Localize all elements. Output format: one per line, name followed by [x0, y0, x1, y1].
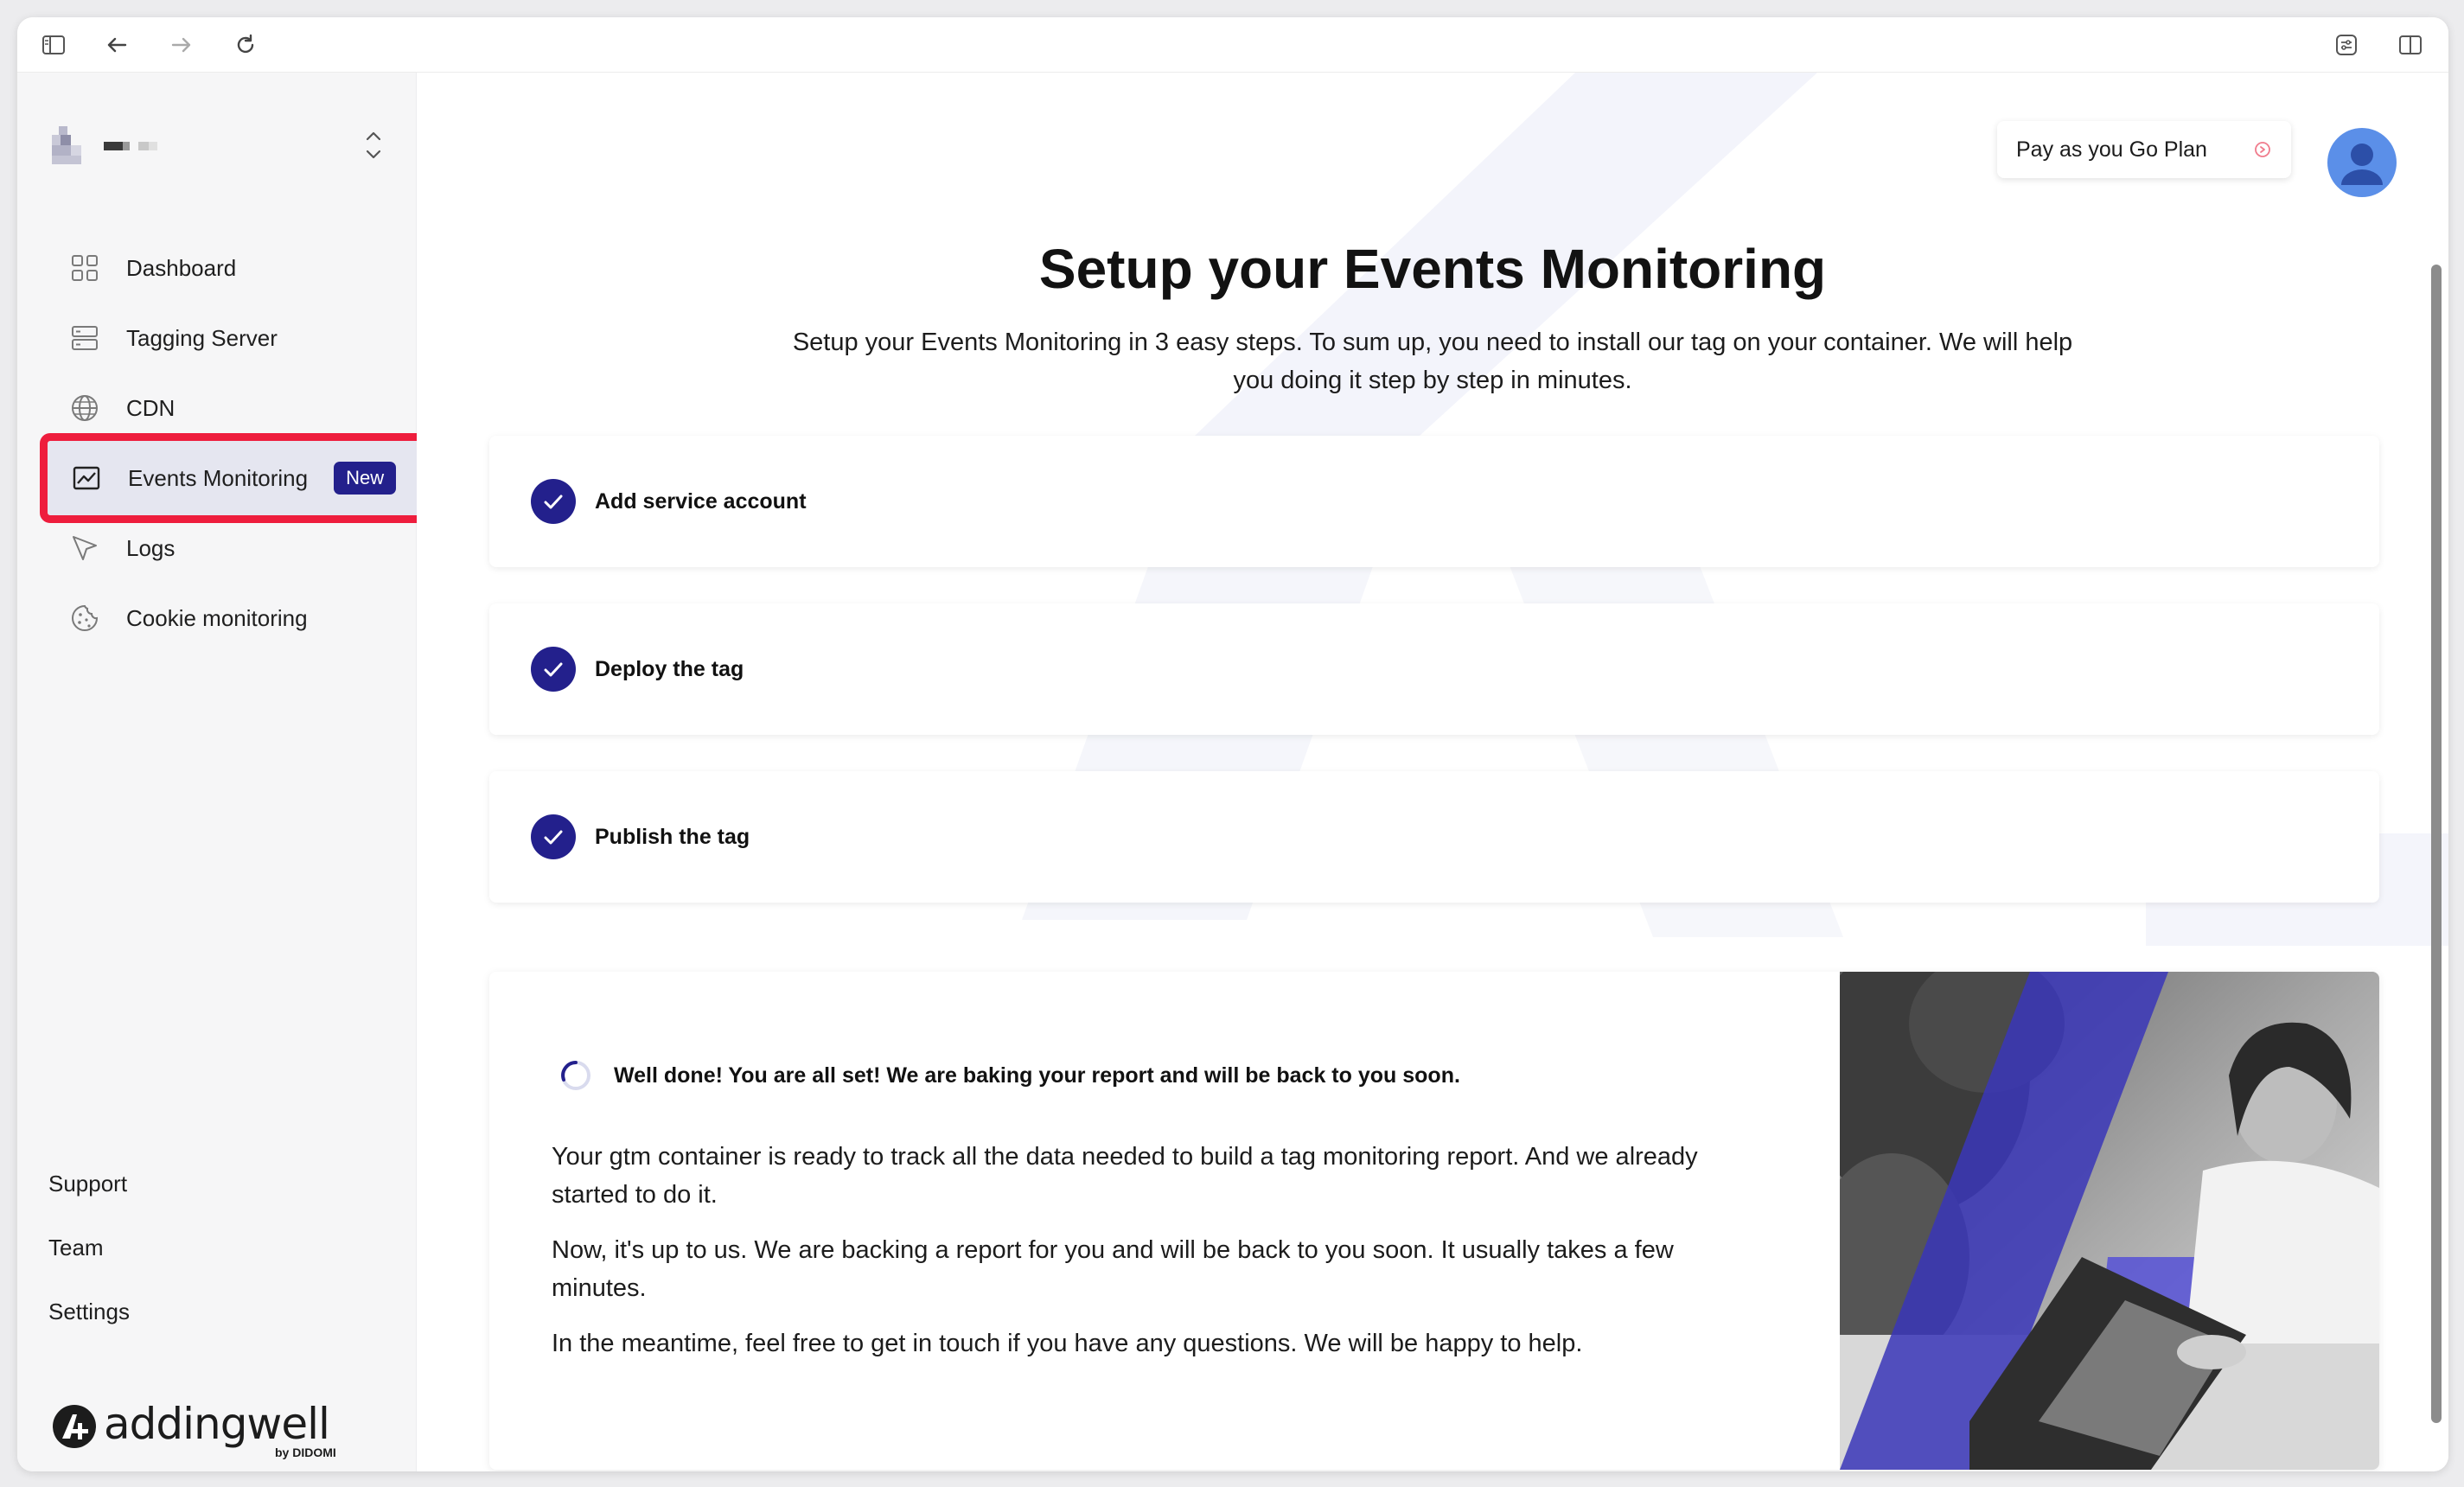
- sidebar-item-label: CDN: [126, 394, 176, 421]
- globe-icon: [69, 392, 100, 424]
- organization-logo-icon: [52, 126, 90, 164]
- reload-icon: [233, 32, 259, 58]
- page-scrollbar[interactable]: [2429, 242, 2443, 1435]
- sidebar-item-label: Tagging Server: [126, 324, 278, 351]
- page-title: Setup your Events Monitoring: [1038, 238, 1827, 300]
- addingwell-mark-icon: [52, 1404, 97, 1449]
- plan-status-icon: [2253, 140, 2272, 159]
- cursor-icon: [69, 533, 100, 564]
- report-baking-card: [489, 972, 2379, 1470]
- extensions-button[interactable]: [2331, 29, 2362, 61]
- sidebar-item-cdn[interactable]: [28, 368, 408, 448]
- main-content: [417, 73, 2448, 1471]
- step-card-add-service-account[interactable]: [489, 436, 2379, 567]
- report-baking-body: [552, 1138, 1762, 1380]
- step-card-publish-the-tag[interactable]: [489, 771, 2379, 903]
- sidebar-item-label: Dashboard: [126, 254, 237, 281]
- new-badge: New: [334, 462, 396, 495]
- chevron-up-down-icon: [361, 126, 386, 164]
- loading-spinner-icon: [559, 1058, 593, 1093]
- sidebar-item-dashboard[interactable]: [28, 228, 408, 308]
- organization-name-redacted: [104, 140, 182, 152]
- arrow-right-icon: [169, 32, 195, 58]
- scrollbar-thumb[interactable]: [2431, 265, 2442, 1423]
- report-paragraph: In the meantime, feel free to get in touch if you have any questions. We will be happy to help.: [552, 1330, 1583, 1357]
- step-card-deploy-the-tag[interactable]: [489, 603, 2379, 735]
- woman-on-laptop-illustration: [1840, 972, 2379, 1470]
- sidebar-item-logs[interactable]: [28, 508, 408, 588]
- arrow-left-icon: [104, 32, 130, 58]
- step-label: Deploy the tag: [595, 656, 744, 681]
- brand-logo: [52, 1399, 337, 1465]
- reload-button[interactable]: [230, 29, 261, 61]
- sidebar-toggle-button[interactable]: [38, 29, 69, 61]
- user-avatar-icon[interactable]: [2327, 128, 2397, 197]
- step-label: Add service account: [595, 488, 807, 514]
- report-baking-title: Well done! You are all set! We are baking your report and will be back to you soon.: [614, 1063, 1460, 1088]
- organization-switcher[interactable]: [52, 126, 398, 178]
- forward-button[interactable]: [166, 29, 197, 61]
- sidebar-item-cookie-monitoring[interactable]: [28, 578, 408, 658]
- sidebar-item-label: Events Monitoring: [128, 464, 309, 491]
- check-circle-icon: [531, 647, 576, 692]
- brand-wordmark: addingwell: [104, 1399, 329, 1449]
- check-circle-icon: [531, 814, 576, 859]
- report-paragraph: Now, it's up to us. We are backing a report for you and will be back to you soon. It usually takes a few minutes.: [552, 1236, 1674, 1302]
- sidebar-item-tagging-server[interactable]: [28, 298, 408, 378]
- chart-icon: [71, 463, 102, 494]
- browser-window: [17, 17, 2448, 1471]
- page-subtitle: Setup your Events Monitoring in 3 easy steps. To sum up, you need to install our tag on your container. We will help you doing it step by step in minutes.: [792, 329, 2073, 394]
- sidebar-item-label: Cookie monitoring: [126, 604, 308, 631]
- support-link[interactable]: Support: [48, 1171, 128, 1197]
- settings-link[interactable]: Settings: [48, 1299, 130, 1324]
- sidebar: [17, 73, 417, 1471]
- settings-sliders-icon: [2333, 32, 2359, 58]
- report-paragraph: Your gtm container is ready to track all the data needed to build a tag monitoring report. And we already started to do it.: [552, 1143, 1698, 1209]
- back-button[interactable]: [101, 29, 132, 61]
- split-view-icon: [2397, 32, 2423, 58]
- split-view-button[interactable]: [2395, 29, 2426, 61]
- cookie-icon: [69, 603, 100, 634]
- sidebar-item-label: Logs: [126, 534, 176, 561]
- team-link[interactable]: Team: [48, 1235, 104, 1260]
- plan-chip[interactable]: [1997, 121, 2291, 178]
- sidebar-item-events-monitoring[interactable]: [45, 438, 422, 518]
- step-label: Publish the tag: [595, 824, 750, 849]
- sidebar-icon: [41, 32, 67, 58]
- brand-by-didomi: by DIDOMI: [275, 1446, 336, 1459]
- report-baking-header: [559, 1058, 1460, 1093]
- grid-icon: [69, 252, 100, 284]
- server-icon: [69, 322, 100, 354]
- plan-label: Pay as you Go Plan: [2016, 137, 2207, 162]
- browser-toolbar: [17, 17, 2448, 73]
- check-circle-icon: [531, 479, 576, 524]
